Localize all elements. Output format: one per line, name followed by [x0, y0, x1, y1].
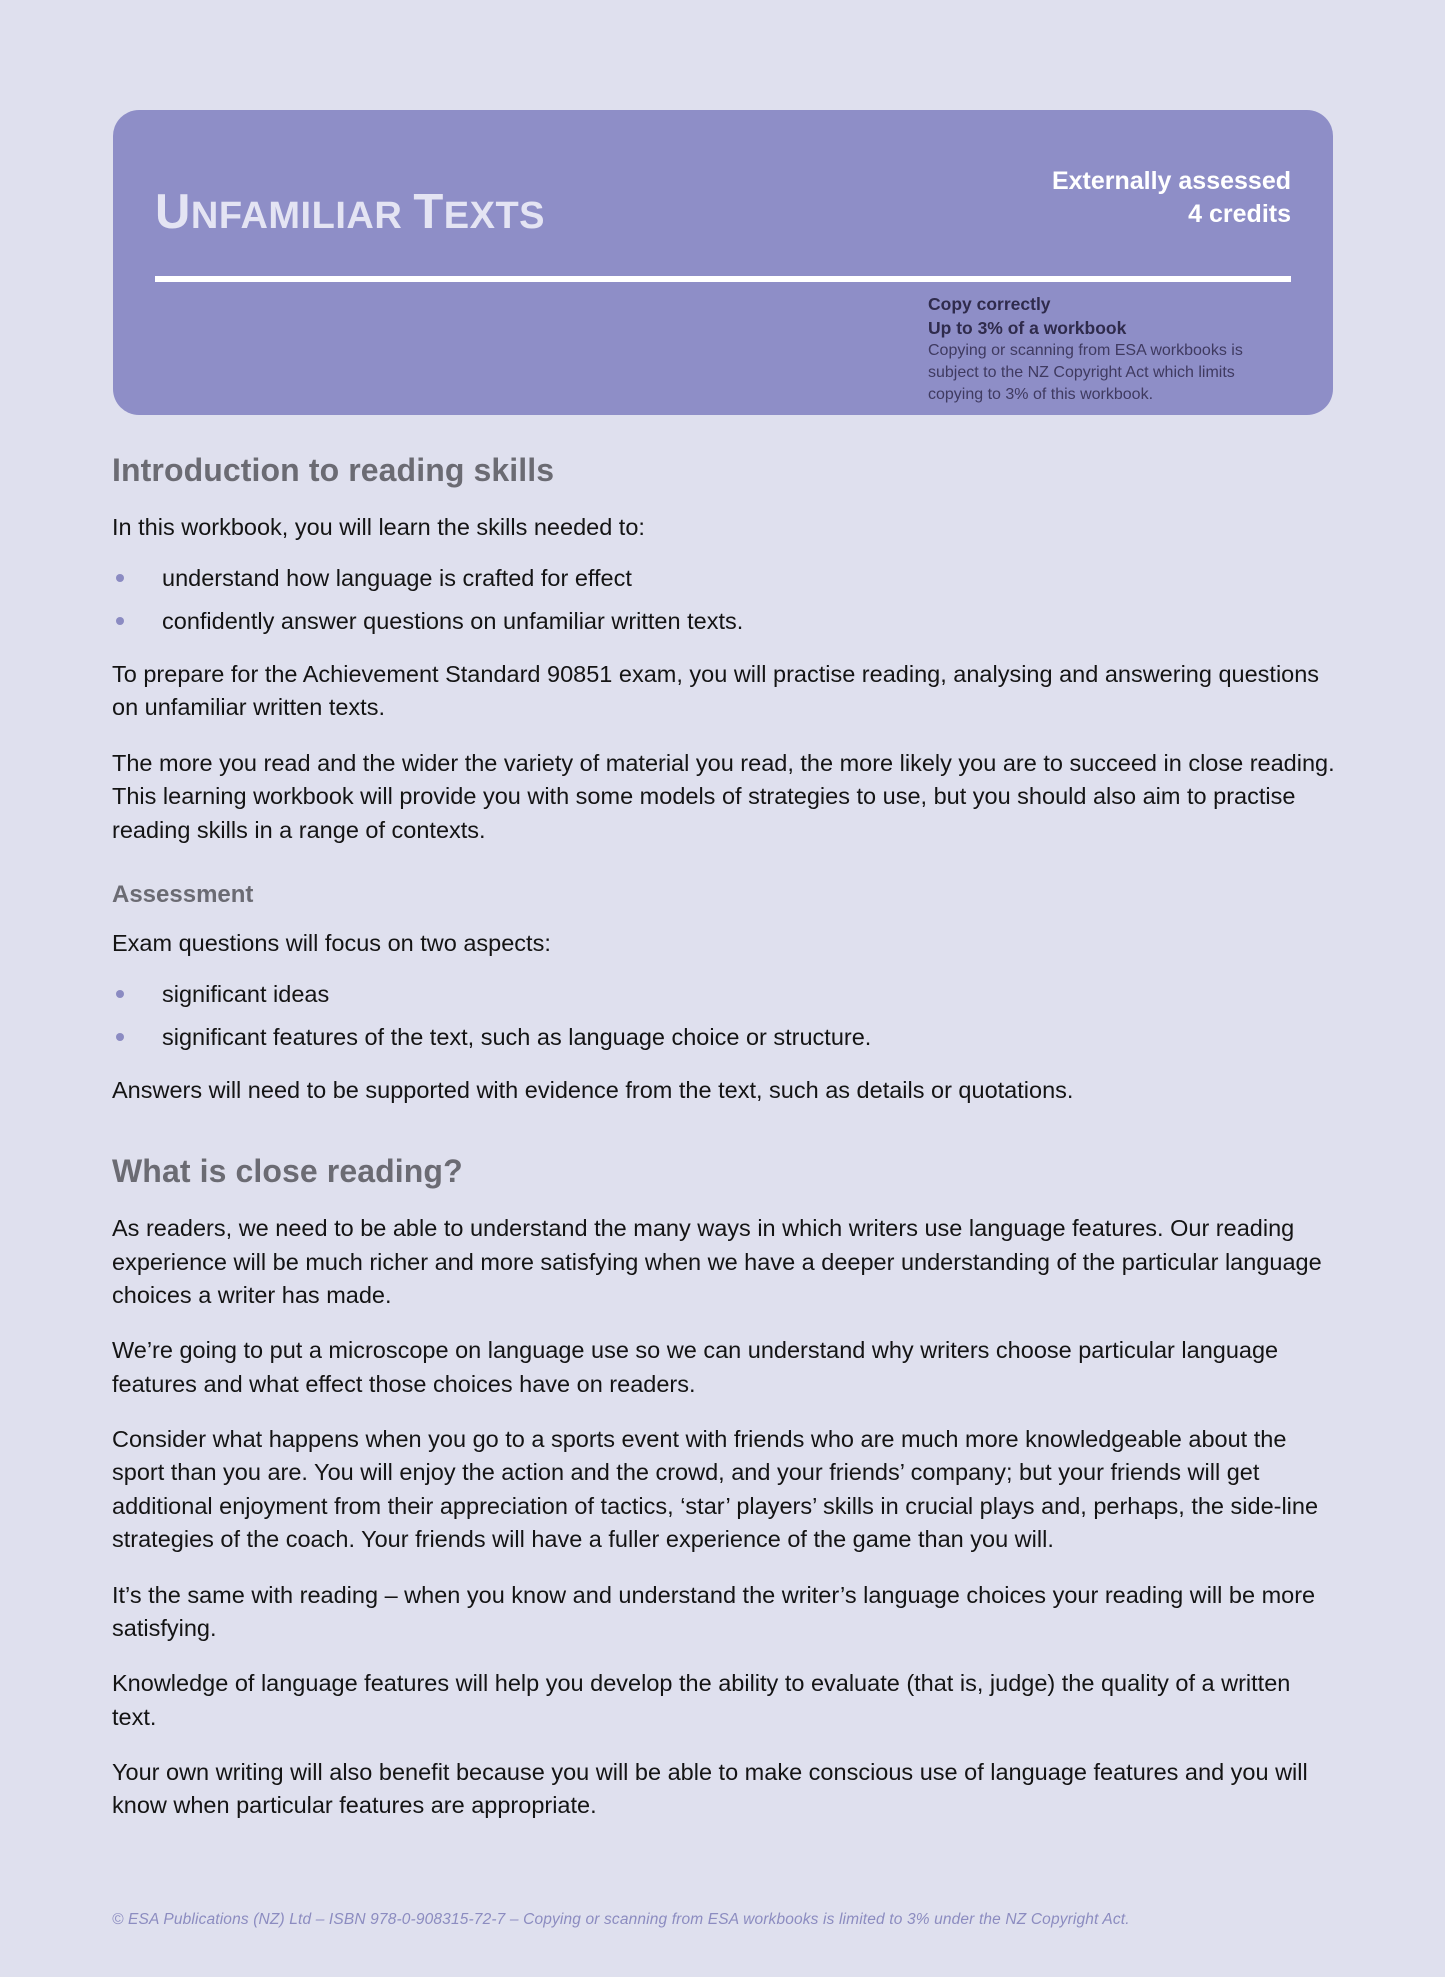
close-reading-paragraph-2: We’re going to put a microscope on language use so we can understand why writers choose particular language features and what effect those choices have on readers. [112, 1337, 1279, 1397]
title-part-3: EXTS [443, 195, 546, 237]
page-title [155, 185, 546, 239]
title-part-2: T [413, 185, 444, 239]
header-divider [155, 276, 1291, 282]
page-header-banner [113, 110, 1333, 415]
list-item-label: understand how language is crafted for effect [162, 565, 632, 592]
close-reading-paragraph-1: As readers, we need to be able to understand the many ways in which writers use language features. Our reading experience will be much richer and more satisfying when we have a deeper understanding of the particular language choices a writer has made. [112, 1215, 1322, 1309]
close-reading-paragraph-6: Your own writing will also benefit because you will be able to make conscious use of language features and you will know when particular features are appropriate. [112, 1758, 1308, 1819]
heading-assessment: Assessment [112, 880, 254, 908]
close-reading-paragraph-5: Knowledge of language features will help you develop the ability to evaluate (that is, judge) the quality of a written text. [112, 1670, 1291, 1730]
list-item [112, 978, 1337, 1011]
bullet-dot-icon [116, 574, 124, 582]
credits-label: 4 credits [1188, 200, 1291, 229]
close-reading-paragraph-4: It’s the same with reading – when you know and understand the writer’s language choices your reading will be more satisfying. [112, 1581, 1316, 1641]
heading-close-reading: What is close reading? [112, 1153, 463, 1190]
assessment-type-label: Externally assessed [1051, 167, 1291, 195]
intro-paragraph-1: To prepare for the Achievement Standard 90851 exam, you will practise reading, analysing and answering questions on unfamiliar written texts. [112, 661, 1320, 721]
assessment-info [1052, 165, 1291, 232]
title-part-1: NFAMILIAR [190, 195, 414, 237]
list-item-label: confidently answer questions on unfamiliar written texts. [162, 607, 744, 634]
intro-paragraph-2: The more you read and the wider the variety of material you read, the more likely you are to succeed in close reading. This learning workbook will provide you with some models of strategies to use, but you should also aim to practise reading skills in a range of contexts. [112, 749, 1335, 843]
bullet-dot-icon [116, 617, 124, 625]
list-item-label: significant ideas [162, 981, 330, 1008]
intro-lead-text: In this workbook, you will learn the skills needed to: [112, 514, 645, 540]
title-part-0: U [155, 185, 191, 239]
assessment-closing-text: Answers will need to be supported with evidence from the text, such as details or quotations. [112, 1076, 1074, 1103]
list-item [112, 562, 1337, 595]
heading-introduction: Introduction to reading skills [112, 452, 555, 488]
bullet-dot-icon [116, 1033, 124, 1041]
assessment-bullet-list [112, 978, 1337, 1054]
copy-notice-title: Copy correctly [928, 294, 1051, 314]
page-footer: © ESA Publications (NZ) Ltd – ISBN 978-0-908315-72-7 – Copying or scanning from ESA workbooks is limited to 3% under the NZ Copyright Act. [112, 1911, 1130, 1928]
intro-bullet-list [112, 562, 1337, 638]
copy-correctly-notice [928, 292, 1294, 407]
list-item [112, 605, 1337, 638]
close-reading-paragraph-3: Consider what happens when you go to a sports event with friends who are much more knowledgeable about the sport than you are. You will enjoy the action and the crowd, and your friends’ company; but your friends will get additional enjoyment from their appreciation of tactics, ‘star’ players’ skills in crucial plays and, perhaps, the side-line strategies of the coach. Your friends will have a fuller experience of the game than you will. [112, 1426, 1319, 1553]
copy-notice-subtitle: Up to 3% of a workbook [928, 318, 1127, 339]
page-content [112, 452, 1337, 1845]
assessment-lead-text: Exam questions will focus on two aspects: [112, 929, 551, 956]
list-item-label: significant features of the text, such as language choice or structure. [162, 1023, 872, 1050]
copy-notice-body: Copying or scanning from ESA workbooks is subject to the NZ Copyright Act which limits copying to 3% of this workbook. [928, 342, 1243, 404]
bullet-dot-icon [116, 990, 124, 998]
list-item [112, 1021, 1337, 1054]
